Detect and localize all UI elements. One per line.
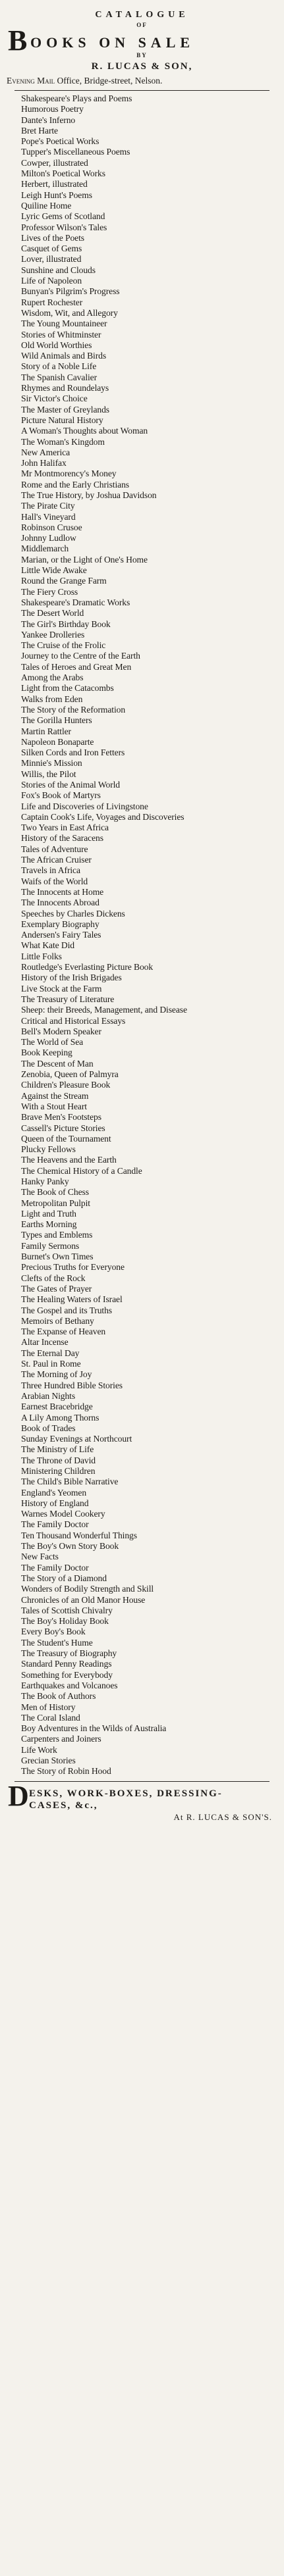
book-title: The Story of Robin Hood: [21, 1766, 111, 1777]
book-title: Wonders of Bodily Strength and Skill: [21, 1584, 154, 1594]
book-title: Sheep: their Breeds, Management, and Disease: [21, 1005, 187, 1015]
book-title: The Story of a Diamond: [21, 1573, 107, 1583]
book-title: Bunyan's Pilgrim's Progress: [21, 286, 120, 297]
book-title: The Treasury of Literature: [21, 994, 115, 1004]
book-title: Stories of Whitminster: [21, 329, 101, 340]
book-title: Earnest Bracebridge: [21, 1402, 93, 1412]
book-title: Chronicles of an Old Manor House: [21, 1594, 146, 1605]
book-title: Grecian Stories: [21, 1755, 76, 1766]
book-title: The Woman's Kingdom: [21, 436, 105, 447]
book-title: The True History, by Joshua Davidson: [21, 490, 157, 500]
book-title: Tales of Heroes and Great Men: [21, 661, 132, 672]
book-title: The Ministry of Life: [21, 1444, 94, 1455]
cases-line: CASES, &c.,: [29, 1800, 98, 1811]
book-title: The Eternal Day: [21, 1348, 80, 1358]
book-title: Shakespeare's Dramatic Works: [21, 597, 130, 607]
book-title: The Spanish Cavalier: [21, 372, 98, 382]
book-title: Light from the Catacombs: [21, 683, 114, 694]
book-title: Book of Trades: [21, 1423, 76, 1433]
book-title: The Boy's Holiday Book: [21, 1616, 109, 1627]
book-title: The Student's Hume: [21, 1637, 93, 1648]
book-title: The Pirate City: [21, 501, 75, 511]
book-title: The Gorilla Hunters: [21, 715, 92, 726]
book-title: Every Boy's Book: [21, 1627, 86, 1637]
book-title: Round the Grange Farm: [21, 576, 107, 586]
book-title: Casquet of Gems: [21, 243, 82, 254]
book-title: History of the Irish Brigades: [21, 972, 122, 983]
book-title: The Treasury of Biography: [21, 1648, 117, 1659]
book-title: Wisdom, Wit, and Allegory: [21, 307, 118, 318]
drop-cap-d: D: [8, 1779, 29, 1812]
book-title: Stories of the Animal World: [21, 780, 121, 790]
book-title: Dante's Inferno: [21, 114, 76, 125]
book-title: John Halifax: [21, 458, 67, 468]
book-title: Quiline Home: [21, 200, 72, 211]
book-title: Story of a Noble Life: [21, 361, 97, 372]
book-title: Brave Men's Footsteps: [21, 1112, 101, 1123]
book-title: The Innocents Abroad: [21, 897, 99, 908]
book-title: Milton's Poetical Works: [21, 168, 105, 179]
book-title: Two Years in East Africa: [21, 822, 109, 833]
book-title: Johnny Ludlow: [21, 533, 76, 543]
book-title: Robinson Crusoe: [21, 522, 82, 532]
book-title: The African Cruiser: [21, 855, 92, 865]
book-title: Light and Truth: [21, 1208, 76, 1219]
book-title: Zenobia, Queen of Palmyra: [21, 1069, 119, 1080]
book-title: St. Paul in Rome: [21, 1359, 81, 1369]
book-title: Tales of Scottish Chivalry: [21, 1605, 113, 1615]
book-title: Tales of Adventure: [21, 844, 88, 854]
book-title: Lyric Gems of Scotland: [21, 211, 105, 222]
book-title: Life of Napoleon: [21, 276, 82, 286]
book-title: The Child's Bible Narrative: [21, 1477, 119, 1487]
book-title: The Healing Waters of Israel: [21, 1294, 123, 1305]
book-title: The Master of Greylands: [21, 404, 109, 415]
of-label: OF: [136, 22, 148, 28]
book-title: Against the Stream: [21, 1090, 89, 1101]
book-title: Cassell's Picture Stories: [21, 1123, 105, 1133]
book-title: Herbert, illustrated: [21, 179, 88, 189]
book-title: Rhymes and Roundelays: [21, 383, 109, 393]
book-title: Journey to the Centre of the Earth: [21, 651, 140, 661]
book-title: England's Yeomen: [21, 1487, 87, 1498]
book-title: Sir Victor's Choice: [21, 393, 88, 404]
drop-cap-b: B: [8, 24, 28, 57]
book-title: Bret Harte: [21, 125, 58, 136]
book-title: Fox's Book of Martyrs: [21, 790, 101, 801]
book-title: The Family Doctor: [21, 1519, 89, 1530]
book-title: The Fiery Cross: [21, 586, 78, 597]
book-title: Cowper, illustrated: [21, 157, 88, 168]
book-title: Marian, or the Light of One's Home: [21, 554, 148, 565]
book-title: Life Work: [21, 1744, 57, 1755]
book-title: The Desert World: [21, 608, 84, 619]
book-title: Exemplary Biography: [21, 919, 99, 929]
book-title: Walks from Eden: [21, 694, 83, 704]
book-title: Picture Natural History: [21, 415, 103, 425]
book-title: The World of Sea: [21, 1037, 84, 1048]
book-title: The Chemical History of a Candle: [21, 1165, 142, 1176]
book-title: Little Folks: [21, 951, 62, 961]
book-title: Among the Arabs: [21, 672, 84, 683]
book-title: Sunday Evenings at Northcourt: [21, 1434, 132, 1444]
book-title: The Story of the Reformation: [21, 704, 126, 715]
book-title: Lives of the Poets: [21, 232, 84, 243]
book-title: The Book of Chess: [21, 1187, 89, 1198]
book-title: Ten Thousand Wonderful Things: [21, 1530, 137, 1540]
book-title: Shakespeare's Plays and Poems: [21, 93, 132, 103]
book-title: Hall's Vineyard: [21, 511, 76, 522]
book-title: Three Hundred Bible Stories: [21, 1380, 123, 1390]
book-title: Rome and the Early Christians: [21, 479, 129, 490]
book-title: Live Stock at the Farm: [21, 983, 102, 994]
desks-line: ESKS, WORK-BOXES, DRESSING-: [29, 1788, 223, 1799]
book-title: Children's Pleasure Book: [21, 1080, 111, 1090]
book-title: The Girl's Birthday Book: [21, 619, 111, 629]
book-title: Speeches by Charles Dickens: [21, 908, 125, 919]
book-title: Altar Incense: [21, 1337, 69, 1348]
book-title: The Throne of David: [21, 1455, 96, 1465]
book-title: The Innocents at Home: [21, 886, 104, 897]
book-title: Yankee Drolleries: [21, 629, 85, 640]
book-title: Ministering Children: [21, 1466, 96, 1476]
book-title: Silken Cords and Iron Fetters: [21, 747, 125, 758]
divider: [14, 90, 270, 91]
book-title: Lover, illustrated: [21, 254, 82, 265]
book-title: Bell's Modern Speaker: [21, 1026, 101, 1036]
catalogue-heading: CATALOGUE: [95, 10, 189, 20]
book-title: Captain Cook's Life, Voyages and Discoveries: [21, 811, 185, 822]
book-title: The Heavens and the Earth: [21, 1155, 117, 1165]
book-title: Boy Adventures in the Wilds of Australia: [21, 1723, 167, 1734]
book-title: Precious Truths for Everyone: [21, 1262, 125, 1273]
book-title: Book Keeping: [21, 1048, 72, 1058]
book-title: The Cruise of the Frolic: [21, 640, 106, 651]
office-prefix: Evening Mail: [7, 76, 55, 86]
book-title: The Boy's Own Story Book: [21, 1541, 119, 1552]
book-list: [5, 93, 279, 1777]
book-title: The Gospel and its Truths: [21, 1305, 112, 1315]
book-title: Plucky Fellows: [21, 1144, 76, 1155]
book-title: The Morning of Joy: [21, 1369, 92, 1380]
book-title: With a Stout Heart: [21, 1101, 87, 1111]
book-title: Tupper's Miscellaneous Poems: [21, 147, 130, 157]
book-title: Clefts of the Rock: [21, 1273, 86, 1283]
book-title: Minnie's Mission: [21, 758, 82, 769]
book-title: Life and Discoveries of Livingstone: [21, 801, 148, 811]
book-title: The Book of Authors: [21, 1691, 96, 1702]
book-title: Humorous Poetry: [21, 104, 84, 114]
book-title: Middlemarch: [21, 543, 69, 554]
book-title: Earths Morning: [21, 1219, 77, 1230]
book-title: Carpenters and Joiners: [21, 1734, 101, 1744]
book-title: History of England: [21, 1498, 89, 1508]
publisher-name: R. LUCAS & SON,: [91, 61, 193, 72]
book-title: Hanky Panky: [21, 1176, 69, 1186]
book-title: Standard Penny Readings: [21, 1659, 112, 1669]
book-title: Rupert Rochester: [21, 297, 83, 307]
desks-advertisement: [5, 1779, 279, 1824]
book-title: New America: [21, 447, 71, 457]
book-title: A Lily Among Thorns: [21, 1412, 99, 1423]
book-title: Napoleon Bonaparte: [21, 736, 94, 747]
book-title: Routledge's Everlasting Picture Book: [21, 962, 154, 972]
book-title: Professor Wilson's Tales: [21, 222, 107, 232]
book-title: History of the Saracens: [21, 833, 103, 844]
book-title: What Kate Did: [21, 940, 74, 951]
book-title: A Woman's Thoughts about Woman: [21, 426, 148, 436]
book-title: Andersen's Fairy Tales: [21, 930, 101, 940]
book-title: Earthquakes and Volcanoes: [21, 1680, 118, 1690]
book-title: The Family Doctor: [21, 1562, 89, 1573]
office-address: Office, Bridge-street, Nelson.: [55, 76, 163, 86]
book-title: The Descent of Man: [21, 1058, 94, 1069]
book-title: Men of History: [21, 1702, 76, 1712]
book-title: The Gates of Prayer: [21, 1283, 92, 1294]
book-title: Critical and Historical Essays: [21, 1015, 126, 1026]
book-title: Types and Emblems: [21, 1230, 93, 1240]
book-title: The Coral Island: [21, 1712, 80, 1723]
book-title: Something for Everybody: [21, 1669, 113, 1680]
book-title: Arabian Nights: [21, 1390, 76, 1401]
book-title: Queen of the Tournament: [21, 1133, 111, 1144]
book-title: Travels in Africa: [21, 865, 80, 876]
publisher-office: [5, 74, 279, 88]
book-title: Memoirs of Bethany: [21, 1315, 94, 1326]
book-title: Metropolitan Pulpit: [21, 1198, 90, 1208]
book-title: Wild Animals and Birds: [21, 351, 107, 361]
book-title: Burnet's Own Times: [21, 1251, 94, 1262]
book-title: The Young Mountaineer: [21, 318, 107, 329]
book-title: Little Wide Awake: [21, 565, 87, 576]
book-title: New Facts: [21, 1552, 59, 1562]
book-title: Warnes Model Cookery: [21, 1509, 105, 1519]
book-title: Martin Rattler: [21, 726, 71, 736]
book-title: Old World Worthies: [21, 340, 92, 350]
seller-line: At R. LUCAS & SON'S.: [173, 1811, 272, 1822]
books-on-sale-text: OOKS ON SALE: [30, 34, 195, 51]
book-title: Family Sermons: [21, 1240, 80, 1251]
book-title: Waifs of the World: [21, 876, 88, 886]
book-title: Leigh Hunt's Poems: [21, 189, 92, 200]
book-title: The Expanse of Heaven: [21, 1326, 106, 1337]
book-title: Sunshine and Clouds: [21, 265, 96, 275]
book-title: Mr Montmorency's Money: [21, 468, 117, 479]
by-label: BY: [136, 52, 148, 59]
book-title: Pope's Poetical Works: [21, 136, 99, 147]
divider: [14, 1781, 270, 1782]
book-title: Willis, the Pilot: [21, 769, 76, 779]
